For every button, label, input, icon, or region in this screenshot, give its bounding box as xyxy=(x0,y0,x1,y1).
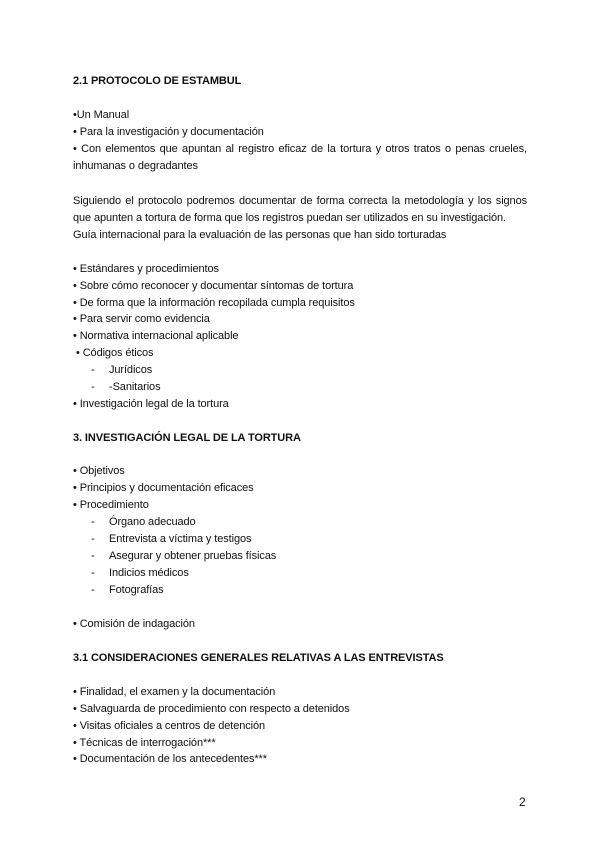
list-item: • Estándares y procedimientos xyxy=(73,263,219,275)
sub-item: -Sanitarios xyxy=(109,381,161,393)
list-item: • Comisión de indagación xyxy=(73,618,195,630)
list-item: • Finalidad, el examen y la documentación xyxy=(73,686,276,698)
sub-item-dash: - xyxy=(91,550,95,562)
sub-item-dash: - xyxy=(91,516,95,528)
list-item: • Sobre cómo reconocer y documentar síntomas de tortura xyxy=(73,280,354,292)
list-item: • De forma que la información recopilada cumpla requisitos xyxy=(73,297,355,309)
list-item: • Para servir como evidencia xyxy=(73,313,210,325)
sub-item: Entrevista a víctima y testigos xyxy=(109,533,252,545)
list-item: • Para la investigación y documentación xyxy=(73,126,264,138)
sub-item: Jurídicos xyxy=(109,364,153,376)
list-item: • Técnicas de interrogación*** xyxy=(73,737,216,749)
page-number: 2 xyxy=(519,795,526,809)
list-item: • Códigos éticos xyxy=(76,347,154,359)
list-item: • Salvaguarda de procedimiento con respecto a detenidos xyxy=(73,703,350,715)
sub-item-dash: - xyxy=(91,533,95,545)
paragraph-line: que apunten a tortura de forma que los registros puedan ser utilizados en su investigación. xyxy=(73,212,507,224)
list-item: • Objetivos xyxy=(73,465,125,477)
list-item: • Con elementos que apuntan al registro eficaz de la tortura y otros tratos o penas crueles, xyxy=(73,143,527,155)
sub-item-dash: - xyxy=(91,381,95,393)
list-item: •Un Manual xyxy=(73,109,130,121)
section-heading: 3.1 CONSIDERACIONES GENERALES RELATIVAS A LAS ENTREVISTAS xyxy=(73,652,444,664)
sub-item-dash: - xyxy=(91,584,95,596)
list-item: • Investigación legal de la tortura xyxy=(73,398,229,410)
list-item: • Principios y documentación eficaces xyxy=(73,482,254,494)
list-item-continuation: inhumanas o degradantes xyxy=(73,160,198,172)
sub-item: Fotografías xyxy=(109,584,164,596)
sub-item: Indicios médicos xyxy=(109,567,189,579)
paragraph-line: Siguiendo el protocolo podremos documentar de forma correcta la metodología y los signos xyxy=(73,195,527,207)
paragraph-line: Guía internacional para la evaluación de las personas que han sido torturadas xyxy=(73,229,447,241)
section-heading: 2.1 PROTOCOLO DE ESTAMBUL xyxy=(73,75,242,87)
list-item: • Documentación de los antecedentes*** xyxy=(73,753,267,765)
sub-item-dash: - xyxy=(91,364,95,376)
list-item: • Normativa internacional aplicable xyxy=(73,330,239,342)
sub-item: Asegurar y obtener pruebas físicas xyxy=(109,550,277,562)
sub-item-dash: - xyxy=(91,567,95,579)
list-item: • Procedimiento xyxy=(73,499,149,511)
list-item: • Visitas oficiales a centros de detención xyxy=(73,720,266,732)
sub-item: Órgano adecuado xyxy=(109,516,196,528)
section-heading: 3. INVESTIGACIÓN LEGAL DE LA TORTURA xyxy=(73,432,301,444)
